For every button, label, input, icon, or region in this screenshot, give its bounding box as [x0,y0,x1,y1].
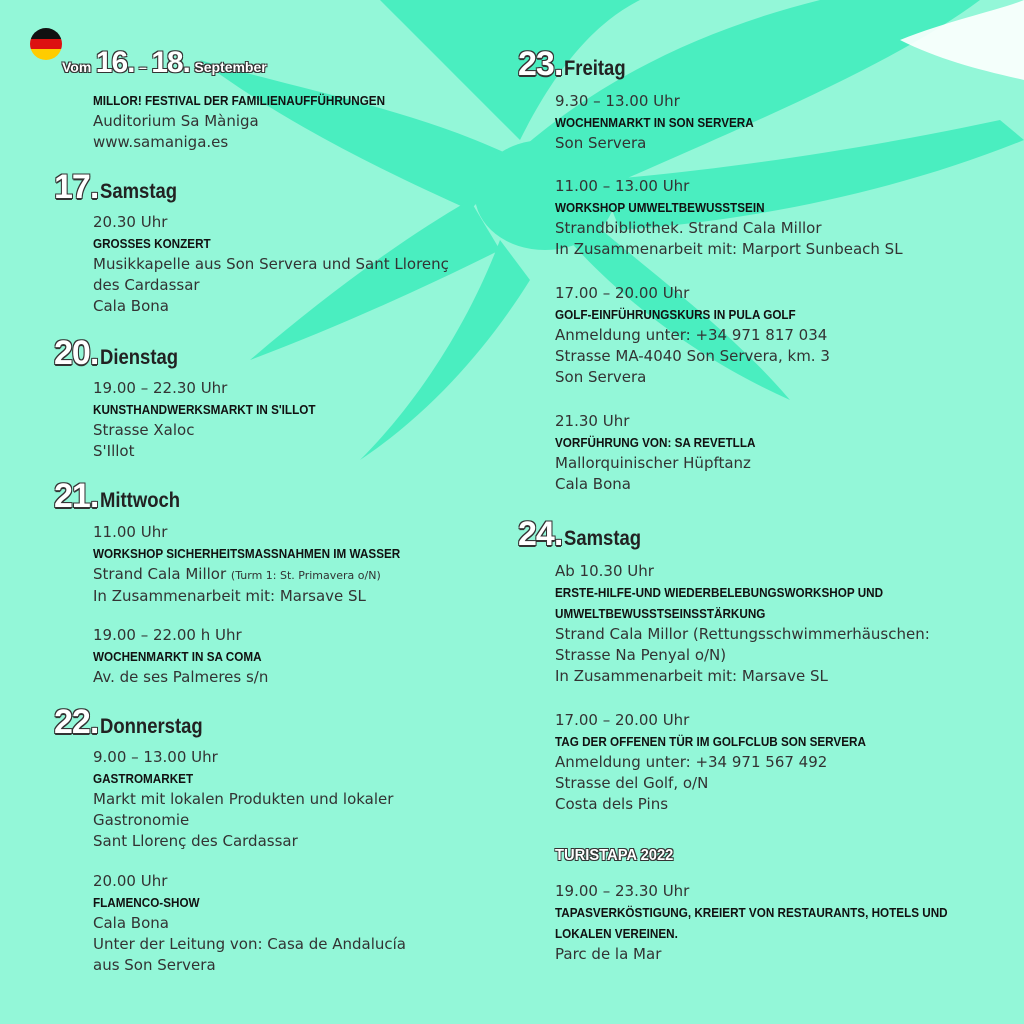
event-line: Strand Cala Millor (Rettungsschwimmerhäuschen: [555,625,930,643]
event-title: KUNSTHANDWERKSMARKT IN S'ILLOT [93,402,316,417]
event-time: 17.00 – 20.00 Uhr [555,711,690,729]
event-title: ERSTE-HILFE-UND WIEDERBELEBUNGSWORKSHOP UND [555,585,884,600]
event-line: Av. de ses Palmeres s/n [93,668,269,686]
event-line: Strandbibliothek. Strand Cala Millor [555,219,822,237]
event [93,871,406,976]
day-heading [518,515,652,554]
event [93,522,434,607]
day-heading [518,45,634,84]
event-time: 9.30 – 13.00 Uhr [555,92,680,110]
event-line: In Zusammenarbeit mit: Marport Sunbeach SL [555,240,903,258]
event [555,91,776,154]
intro-event [93,90,418,153]
event-line: aus Son Servera [93,956,216,974]
event-title: FLAMENCO-SHOW [93,895,200,910]
date-end: 18. [151,46,190,79]
flag-stripe-black [30,28,62,39]
day-number: 23. [518,45,563,83]
event-time: 19.00 – 23.30 Uhr [555,882,690,900]
flag-stripe-gold [30,49,62,60]
festival-date-range [62,46,267,80]
event-line: Strasse MA-4040 Son Servera, km. 3 [555,347,830,365]
event-line: Sant Llorenç des Cardassar [93,832,298,850]
event [555,176,903,260]
event-title: WOCHENMARKT IN SA COMA [93,649,262,664]
day-heading [54,703,217,742]
event-line: Costa dels Pins [555,795,669,813]
event-time: 11.00 – 13.00 Uhr [555,177,690,195]
event-line: S'Illot [93,442,135,460]
day-heading [54,477,191,516]
event [555,283,830,388]
day-name: Dienstag [100,346,179,369]
event-line: Cala Bona [93,914,169,932]
event-time: 19.00 – 22.00 h Uhr [93,626,242,644]
day-name: Samstag [564,527,642,550]
event-line: Cala Bona [93,297,169,315]
date-prefix: Vom [62,59,92,75]
event-line: Son Servera [555,368,647,386]
event-line: Strasse del Golf, o/N [555,774,709,792]
event-time: 21.30 Uhr [555,412,630,430]
day-name: Samstag [100,180,178,203]
event-title: WORKSHOP SICHERHEITSMASSNAHMEN IM WASSER [93,546,401,561]
event-website: www.samaniga.es [93,133,229,151]
event-title: VORFÜHRUNG VON: SA REVETLLA [555,435,756,450]
event-title: TAPASVERKÖSTIGUNG, KREIERT VON RESTAURANTS, HOTELS UND [555,905,948,920]
event-line: des Cardassar [93,276,200,294]
event-line: Parc de la Mar [555,945,662,963]
event-line: Strasse Xaloc [93,421,195,439]
event-line [93,564,434,586]
event [555,411,778,495]
event-title: GROSSES KONZERT [93,236,211,251]
event [555,710,900,815]
event-time: 11.00 Uhr [93,523,168,541]
event-line: Gastronomie [93,811,190,829]
event-line-main: Strand Cala Millor [93,565,227,583]
date-dash: – [138,59,147,75]
day-number: 17. [54,168,99,206]
event-line: Cala Bona [555,475,631,493]
event [93,747,393,852]
event-title: WORKSHOP UMWELTBEWUSSTSEIN [555,200,765,215]
event-time: 20.00 Uhr [93,872,168,890]
event [555,561,930,687]
event-title: TAG DER OFFENEN TÜR IM GOLFCLUB SON SERVERA [555,734,866,749]
flag-stripe-red [30,39,62,50]
event-time: 20.30 Uhr [93,213,168,231]
event-line-note: (Turm 1: St. Primavera o/N) [230,569,381,582]
event [555,881,991,965]
event [93,378,340,462]
event-time: Ab 10.30 Uhr [555,562,654,580]
turistapa-badge: TURISTAPA 2022 [555,847,674,864]
event-line: Anmeldung unter: +34 971 567 492 [555,753,828,771]
date-month: September [194,59,267,75]
date-start: 16. [95,46,135,79]
event-line: In Zusammenarbeit mit: Marsave SL [555,667,828,685]
day-name: Mittwoch [100,489,181,512]
day-heading [54,168,188,207]
event-line: Mallorquinischer Hüpftanz [555,454,751,472]
event [93,625,280,688]
event-title-cont: UMWELTBEWUSSTSEINSSTÄRKUNG [555,606,766,621]
day-number: 21. [54,477,99,515]
event-time: 19.00 – 22.30 Uhr [93,379,228,397]
day-number: 20. [54,334,99,372]
event-line: Unter der Leitung von: Casa de Andalucía [93,935,406,953]
event-title: MILLOR! FESTIVAL DER FAMILIENAUFFÜHRUNGEN [93,93,386,108]
event-line: Markt mit lokalen Produkten und lokaler [93,790,394,808]
event-title: GASTROMARKET [93,771,194,786]
day-number: 22. [54,703,99,741]
event-line: Musikkapelle aus Son Servera und Sant Llorenç [93,255,449,273]
event-time: 9.00 – 13.00 Uhr [93,748,218,766]
day-name: Freitag [564,57,626,80]
day-name: Donnerstag [100,715,203,738]
event-title-cont: LOKALEN VEREINEN. [555,926,678,941]
event-line: In Zusammenarbeit mit: Marsave SL [93,587,366,605]
event-time: 17.00 – 20.00 Uhr [555,284,690,302]
day-number: 24. [518,515,563,553]
day-heading [54,334,189,373]
event [93,212,449,317]
germany-flag-icon [30,28,62,60]
event-line: Son Servera [555,134,647,152]
event-title: GOLF-EINFÜHRUNGSKURS IN PULA GOLF [555,307,796,322]
event-venue: Auditorium Sa Màniga [93,112,259,130]
event-line: Anmeldung unter: +34 971 817 034 [555,326,828,344]
event-line: Strasse Na Penyal o/N) [555,646,727,664]
event-title: WOCHENMARKT IN SON SERVERA [555,115,754,130]
